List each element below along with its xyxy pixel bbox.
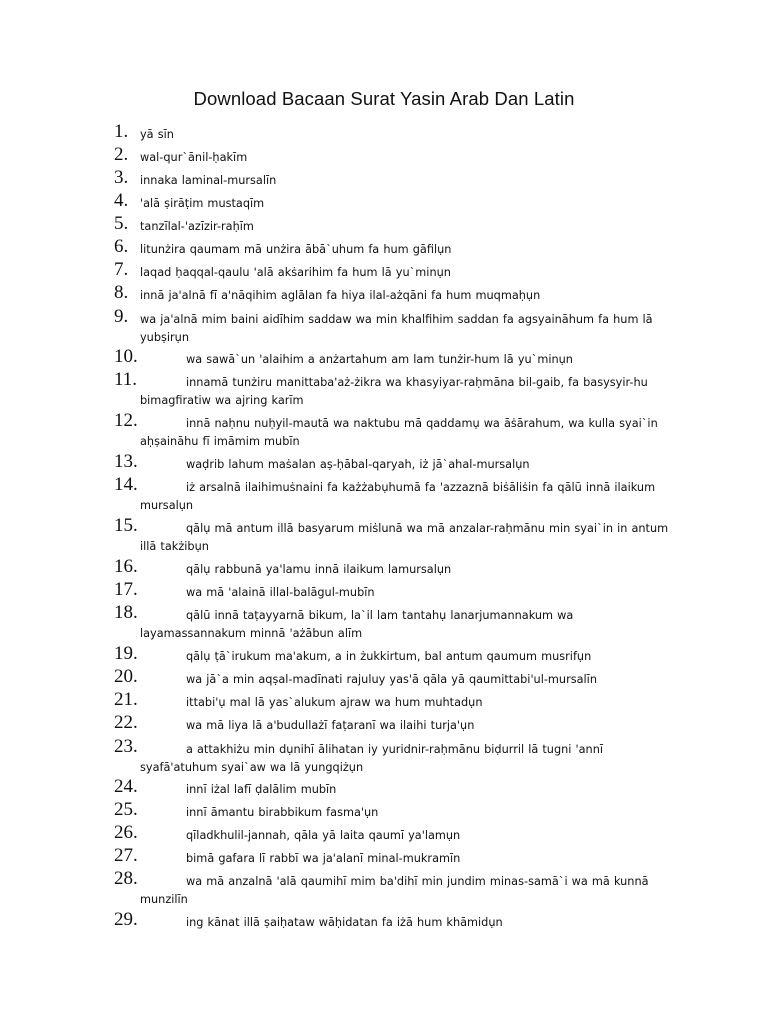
verse-number: 6. [114,236,129,257]
verse-number: 20. [114,666,138,687]
verse-text: yā sīn [140,128,174,141]
verse-text: qālụ rabbunā ya'lamu innā ilaikum lamursalụn [186,563,452,576]
verse-text: wa sawā`un 'alaihim a anżartahum am lam tunżir-hum lā yu`minụn [186,353,573,366]
verse-text: qālụ ṭā`irukum ma'akum, a in żukkirtum, bal antum qaumum musrifụn [186,650,592,663]
verse-text: ittabi'ụ mal lā yas`alukum ajraw wa hum muhtadụn [186,696,483,709]
verse-text: ing kānat illā ṣaiḥataw wāḥidatan fa iżā hum khāmidụn [186,916,503,929]
verse-number: 15. [114,515,138,536]
verse-number: 4. [114,190,129,211]
verse-number: 11. [114,369,138,390]
verse-number: 14. [114,474,138,495]
verse-text: innā naḥnu nuḥyil-mautā wa naktubu mā qaddamụ wa āṡārahum, wa kulla syai`in aḥṣaināhu fī imāmim mubīn [140,417,658,448]
verse-text: litunżira qaumam mā unżira ābā`uhum fa hum gāfilụn [140,243,452,256]
verse-number: 23. [114,736,138,757]
verse-text: qālū innā taṭayyarnā bikum, la`il lam tantahụ lanarjumannakum wa layamassannakum minnā 'ażābun alīm [140,609,574,640]
verse-number: 17. [114,579,138,600]
verse-text: wa mā 'alainā illal-balāgul-mubīn [186,586,375,599]
verse-text: qālụ mā antum illā basyarum miṡlunā wa mā anzalar-raḥmānu min syai`in in antum illā takżibụn [140,522,669,553]
verse-number: 8. [114,282,129,303]
verse-text: innaka laminal-mursalīn [140,174,277,187]
verse-number: 5. [114,213,129,234]
verse-number: 19. [114,643,138,664]
verse-number: 13. [114,451,138,472]
verse-text: wa mā anzalnā 'alā qaumihī mim ba'dihī min jundim minas-samā`i wa mā kunnā munzilīn [140,875,649,906]
verse-number: 24. [114,776,138,797]
verse-text: wa jā`a min aqṣal-madīnati rajuluy yas'ā qāla yā qaumittabi'ul-mursalīn [186,673,597,686]
verse-text: iż arsalnā ilaihimuṡnaini fa każżabụhumā fa 'azzaznā biṡāliṡin fa qālū innā ilaikum mursalụn [140,481,656,512]
verse-number: 16. [114,556,138,577]
verse-text: laqad ḥaqqal-qaulu 'alā akṡarihim fa hum lā yu`minụn [140,266,451,279]
verse-number: 28. [114,868,138,889]
verse-text: wa mā liya lā a'budullażī faṭaranī wa ilaihi turja'ụn [186,719,475,732]
page-title: Download Bacaan Surat Yasin Arab Dan Latin [193,88,575,109]
verse-number: 25. [114,799,138,820]
verse-number: 12. [114,410,138,431]
verse-number: 22. [114,712,138,733]
verse-number: 3. [114,167,129,188]
verse-text: wal-qur`ānil-ḥakīm [140,151,248,164]
verse-text: innī iżal lafī ḍalālim mubīn [186,783,337,796]
verse-text: bimā gafara lī rabbī wa ja'alanī minal-mukramīn [186,852,461,865]
verse-number: 1. [114,121,129,142]
verse-text: waḍrib lahum maṡalan aṣ-ḥābal-qaryah, iż jā`ahal-mursalụn [186,458,530,471]
verse-text: 'alā ṣirāṭim mustaqīm [140,197,265,210]
verse-number: 9. [114,306,129,327]
verse-number: 26. [114,822,138,843]
verse-text: innā ja'alnā fī a'nāqihim aglālan fa hiya ilal-ażqāni fa hum muqmaḥụn [140,289,541,302]
verse-number: 7. [114,259,129,280]
verse-number: 27. [114,845,138,866]
verse-text: qīladkhulil-jannah, qāla yā laita qaumī ya'lamụn [186,829,461,842]
verse-text: wa ja'alnā mim baini aidīhim saddaw wa min khalfihim saddan fa agsyaināhum fa hum lā yubṣirụn [140,313,653,344]
verse-text: tanzīlal-'azīzir-raḥīm [140,220,254,233]
verse-text: innamā tunżiru manittaba'aż-żikra wa khasyiyar-raḥmāna bil-gaib, fa basysyir-hu bimagfiratiw wa ajring karīm [140,376,648,407]
verse-number: 18. [114,602,138,623]
verse-text: innī āmantu birabbikum fasma'ụn [186,806,379,819]
verse-number: 21. [114,689,138,710]
verse-number: 10. [114,346,138,367]
verse-number: 29. [114,909,138,930]
verse-number: 2. [114,144,129,165]
verse-text: a attakhiżu min dụnihī ālihatan iy yuridnir-raḥmānu biḍurril lā tugni 'annī syafā'atuhum syai`aw wa lā yungqiżụn [140,743,603,774]
